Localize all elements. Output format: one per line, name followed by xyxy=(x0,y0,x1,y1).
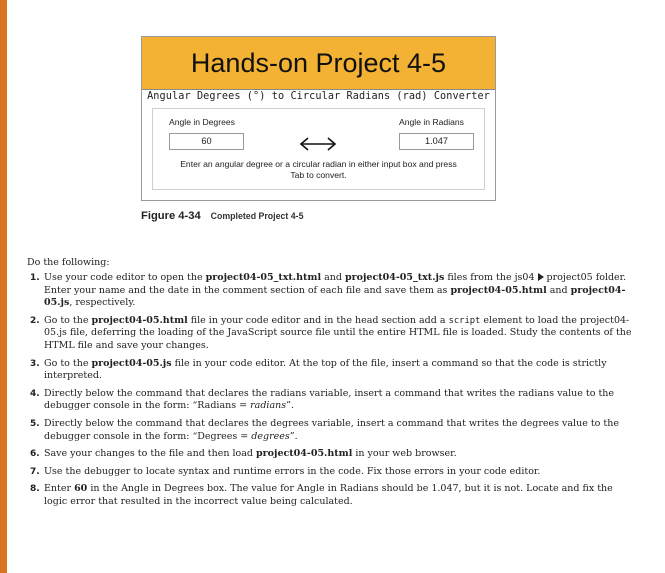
file-name: project04-05.html xyxy=(91,314,188,326)
list-item xyxy=(27,448,632,461)
step-number: 7. xyxy=(30,466,40,477)
figure-caption xyxy=(141,210,304,222)
file-name: project04-05.js xyxy=(44,284,626,309)
step-text: element to load the project04-05.js file, deferring the loading of the JavaScript source file until the entire HTML file is loaded. Study the contents of the HTML file and save your changes. xyxy=(44,314,632,351)
step-text: Use your code editor to open the xyxy=(44,272,206,283)
intro-text: Do the following: xyxy=(27,257,110,268)
file-name: project04-05_txt.js xyxy=(344,272,445,283)
step-text: Directly below the command that declares the radians variable, insert a command that writes the radians value to the debugger console in the form: “Radians = xyxy=(44,387,615,412)
list-item xyxy=(27,315,632,353)
step-text: Directly below the command that declares the degrees variable, insert a command that writes the degrees value to the debugger console in the form: “Degrees = xyxy=(44,417,619,442)
figure-screenshot xyxy=(141,36,496,201)
list-item xyxy=(27,466,632,479)
step-number: 5. xyxy=(30,418,40,429)
step-text: ”. xyxy=(289,430,298,442)
figure-caption-title: Completed Project 4-5 xyxy=(210,211,304,221)
step-text: Use the debugger to locate syntax and runtime errors in the code. Fix those errors in your code editor. xyxy=(44,465,541,477)
step-text: and xyxy=(546,284,571,296)
step-text: Save your changes to the file and then load xyxy=(44,448,257,460)
double-arrow-icon xyxy=(298,136,338,152)
list-item xyxy=(27,272,632,310)
step-number: 3. xyxy=(30,358,40,369)
degrees-input[interactable]: 60 xyxy=(169,133,244,150)
degrees-label: Angle in Degrees xyxy=(169,117,235,127)
list-item xyxy=(27,388,632,413)
value-term: 60 xyxy=(74,483,88,495)
step-text: in the Angle in Degrees box. The value for Angle in Radians should be 1.047, but it is not. Locate and fix the logic error that resulted in the incorrect value being calculated. xyxy=(44,483,613,507)
step-text: Enter xyxy=(44,483,75,495)
left-accent-bar xyxy=(0,0,7,573)
file-name: project04-05_txt.html xyxy=(205,272,322,283)
step-text: in your web browser. xyxy=(352,448,457,460)
step-number: 2. xyxy=(30,315,40,326)
steps-list xyxy=(27,272,632,514)
list-item xyxy=(27,418,632,443)
step-text: file in your code editor and in the head section add a xyxy=(187,314,449,326)
list-item xyxy=(27,358,632,383)
step-text: and xyxy=(321,272,345,283)
file-name: project04-05.js xyxy=(91,357,172,369)
step-number: 4. xyxy=(30,388,40,399)
figure-caption-label: Figure 4-34 xyxy=(141,210,201,222)
code-term: script xyxy=(448,315,481,326)
step-text: ”. xyxy=(286,400,294,412)
step-number: 8. xyxy=(30,484,40,495)
step-number: 6. xyxy=(30,449,40,460)
file-name: project04-05.html xyxy=(256,448,353,460)
step-text: Go to the xyxy=(44,357,92,369)
radians-input[interactable]: 1.047 xyxy=(399,133,474,150)
variable-term: radians xyxy=(250,400,287,412)
converter-title: Angular Degrees (°) to Circular Radians (rad) Converter xyxy=(147,91,490,102)
figure-header xyxy=(142,37,495,90)
step-text: project05 folder. Enter your name and the date in the comment section of each file and save them as xyxy=(44,272,627,296)
step-number: 1. xyxy=(30,273,40,283)
step-text: Go to the xyxy=(44,314,92,326)
variable-term: degrees xyxy=(251,430,290,442)
step-text: file in your code editor. At the top of the file, insert a command so that the code is strictly interpreted. xyxy=(44,357,607,382)
step-text: files from the js04 xyxy=(444,272,538,283)
list-item xyxy=(27,483,632,508)
converter-instruction: Enter an angular degree or a circular radian in either input box and press Tab to convert. xyxy=(180,159,457,180)
file-name: project04-05.html xyxy=(450,284,547,296)
figure-header-title: Hands-on Project 4-5 xyxy=(190,47,447,78)
radians-label: Angle in Radians xyxy=(399,117,464,127)
step-text: , respectively. xyxy=(69,297,136,309)
converter-panel xyxy=(152,108,485,190)
